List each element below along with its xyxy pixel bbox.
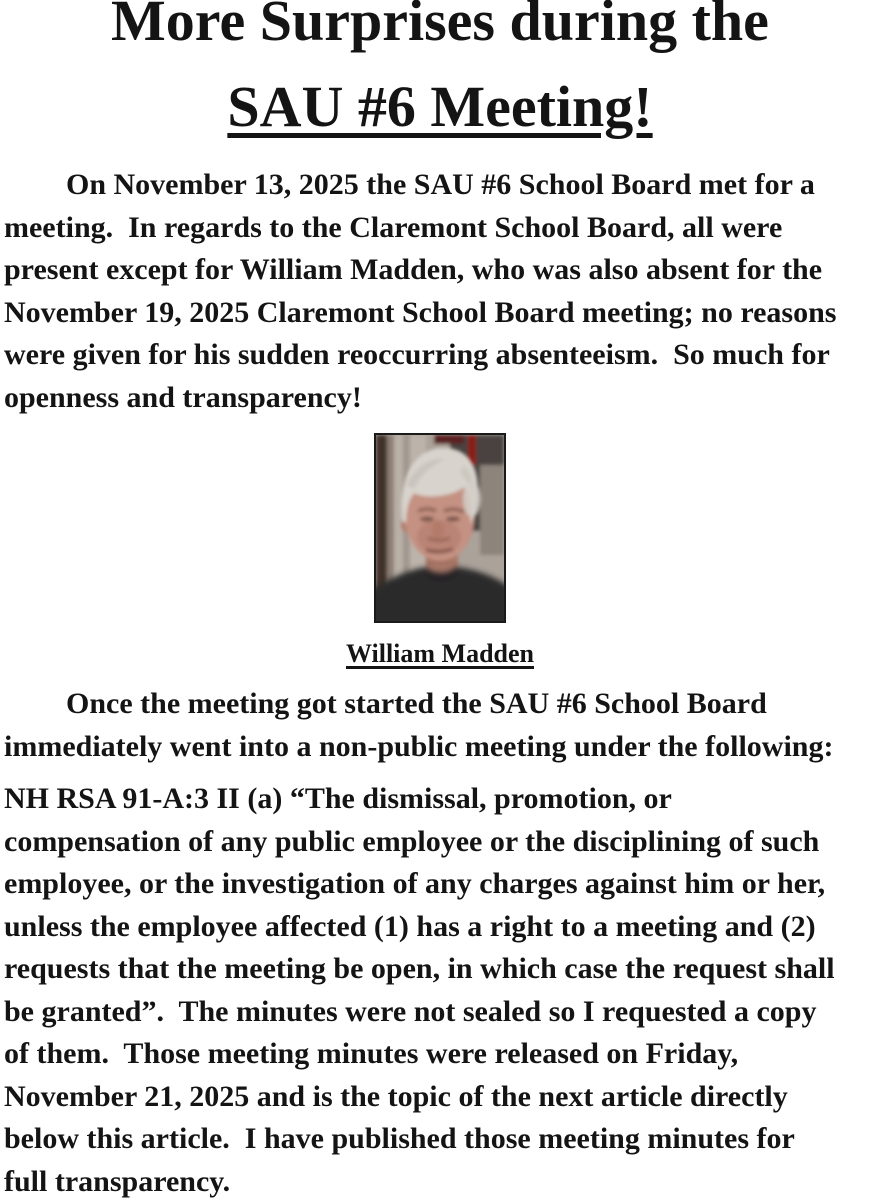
page-title-line1-text: More Surprises during the	[111, 0, 769, 53]
paragraph-1	[0, 164, 880, 419]
paragraph-3	[0, 778, 880, 1200]
text-line: unless the employee affected (1) has a right to a meeting and (2)	[4, 909, 816, 943]
paragraph-2	[0, 683, 880, 768]
text-line: be granted”. The minutes were not sealed so I requested a copy	[4, 994, 817, 1028]
text-line: immediately went into a non-public meeting under the following:	[4, 729, 834, 763]
text-line: present except for William Madden, who was also absent for the	[4, 253, 823, 286]
text-line: below this article. I have published those meeting minutes for	[4, 1122, 795, 1155]
text-line: requests that the meeting be open, in which case the request shall	[4, 952, 835, 985]
portrait-image	[376, 435, 504, 621]
photo-caption	[0, 639, 880, 669]
photo-caption-text: William Madden	[345, 639, 535, 668]
text-line: NH RSA 91-A:3 II (a) “The dismissal, promotion, or	[4, 782, 672, 815]
text-line: Once the meeting got started the SAU #6 School Board	[66, 687, 767, 720]
page-title-line2-text: SAU #6 Meeting!	[227, 74, 653, 139]
text-line: full transparency.	[4, 1164, 231, 1198]
portrait-photo	[374, 433, 506, 623]
page-title-line1	[0, 0, 880, 64]
page-title	[0, 0, 880, 150]
page-title-line2	[0, 64, 880, 150]
text-line: openness and transparency!	[4, 380, 362, 414]
text-line: were given for his sudden reoccurring absenteeism. So much for	[4, 338, 830, 371]
text-line: employee, or the investigation of any charges against him or her,	[4, 867, 826, 900]
text-line: November 19, 2025 Claremont School Board meeting; no reasons	[4, 295, 837, 329]
text-line: compensation of any public employee or the disciplining of such	[4, 824, 820, 858]
text-line: On November 13, 2025 the SAU #6 School Board met for a	[66, 168, 815, 201]
text-line: of them. Those meeting minutes were released on Friday,	[4, 1037, 739, 1070]
text-line: November 21, 2025 and is the topic of the next article directly	[4, 1079, 788, 1113]
text-line: meeting. In regards to the Claremont School Board, all were	[4, 210, 783, 244]
